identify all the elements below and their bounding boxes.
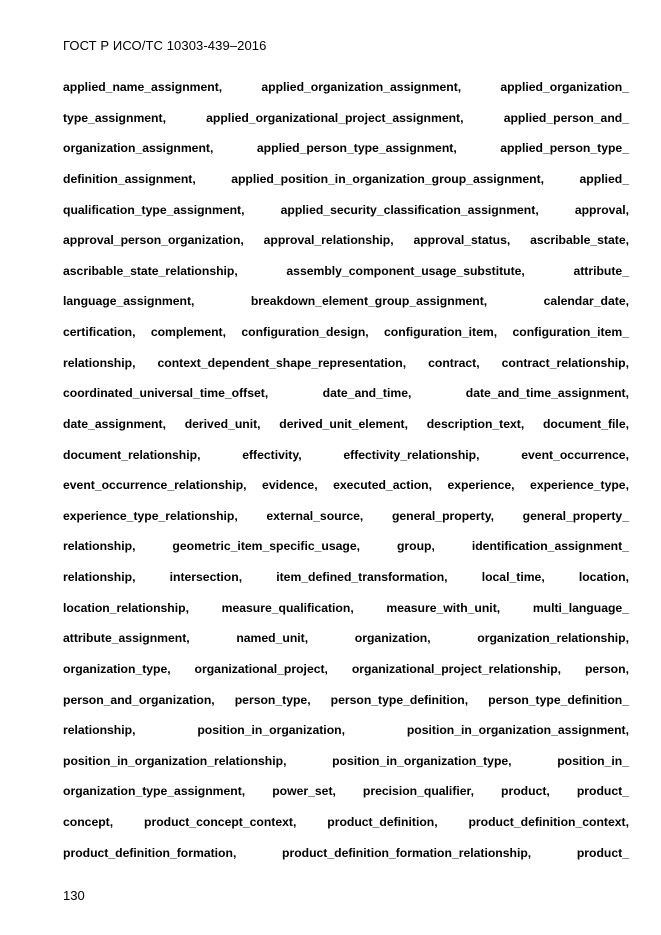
text-word: organization_type_assignment, (63, 784, 246, 799)
text-word: coordinated_universal_time_offset, (63, 386, 269, 401)
text-word: experience, (447, 478, 515, 493)
text-word: description_text, (426, 416, 525, 431)
text-word: certification, (63, 325, 136, 339)
text-word: configuration_item_ (512, 325, 629, 339)
text-line (63, 783, 629, 814)
text-word: location_relationship, (63, 600, 189, 615)
text-line (63, 538, 629, 569)
text-word: ascribable_state, (530, 233, 629, 248)
text-word: applied_ (579, 171, 629, 186)
text-line (63, 845, 629, 876)
text-word: approval, (574, 202, 629, 217)
text-word: product_definition_formation, (63, 845, 237, 860)
text-word: experience_type_relationship, (63, 508, 238, 523)
text-word: external_source, (266, 508, 364, 523)
text-line (63, 293, 629, 324)
text-word: applied_organizational_project_assignment, (206, 110, 464, 125)
text-word: derived_unit, (184, 416, 261, 431)
text-word: person_type_definition_ (488, 692, 629, 707)
text-word: identification_assignment_ (471, 539, 629, 554)
text-word: applied_organization_assignment, (261, 80, 462, 94)
text-word: approval_person_organization, (63, 233, 244, 248)
text-word: precision_qualifier, (362, 784, 475, 799)
text-word: executed_action, (333, 478, 432, 493)
text-word: date_and_time, (322, 386, 412, 401)
text-word: applied_organization_ (500, 80, 629, 94)
text-word: person_type, (234, 692, 311, 707)
text-word: context_dependent_shape_representation, (157, 355, 407, 370)
text-word: position_in_organization_assignment, (406, 723, 629, 738)
text-word: general_property, (391, 508, 494, 523)
text-word: organizational_project, (194, 661, 328, 676)
text-word: contract_relationship, (501, 355, 629, 370)
text-word: applied_position_in_organization_group_assignment, (231, 171, 545, 186)
text-word: effectivity_relationship, (343, 447, 480, 462)
text-word: organization, (354, 631, 431, 646)
text-word: effectivity, (242, 447, 302, 462)
text-word: applied_person_and_ (503, 110, 629, 125)
text-word: qualification_type_assignment, (63, 202, 245, 217)
text-word: measure_with_unit, (386, 600, 501, 615)
text-word: approval_relationship, (263, 233, 394, 248)
text-word: organization_relationship, (477, 631, 629, 646)
text-line (63, 508, 629, 539)
text-word: date_assignment, (63, 416, 166, 431)
text-word: relationship, (63, 539, 136, 554)
text-word: person_type_definition, (330, 692, 469, 707)
text-word: experience_type, (530, 478, 629, 493)
text-word: contract, (428, 355, 480, 370)
text-line (63, 753, 629, 784)
text-word: document_file, (542, 416, 629, 431)
text-word: ascribable_state_relationship, (63, 263, 238, 278)
text-line (63, 385, 629, 416)
text-line (63, 232, 629, 263)
text-word: configuration_design, (241, 325, 369, 339)
text-word: assembly_component_usage_substitute, (286, 263, 525, 278)
text-word: document_relationship, (63, 447, 201, 462)
text-word: applied_name_assignment, (63, 80, 223, 94)
text-line (63, 263, 629, 294)
text-word: derived_unit_element, (279, 416, 408, 431)
text-word: concept, (63, 815, 114, 829)
text-word: attribute_assignment, (63, 631, 190, 646)
text-word: product_definition, (327, 815, 438, 829)
text-word: named_unit, (236, 631, 309, 646)
text-word: organization_assignment, (63, 141, 214, 156)
text-line (63, 324, 629, 355)
text-word: applied_person_type_assignment, (256, 141, 457, 156)
text-word: relationship, (63, 570, 136, 584)
text-line (63, 692, 629, 723)
text-word: language_assignment, (63, 294, 195, 309)
text-word: event_occurrence, (521, 447, 629, 462)
text-word: person_and_organization, (63, 692, 215, 707)
text-line (63, 814, 629, 845)
text-line (63, 79, 629, 110)
text-word: product_ (576, 845, 629, 860)
text-word: attribute_ (573, 263, 629, 278)
text-word: organizational_project_relationship, (351, 661, 562, 676)
text-word: position_in_organization_type, (332, 753, 512, 768)
text-line (63, 569, 629, 600)
body-text (63, 79, 629, 875)
text-word: power_set, (272, 784, 336, 799)
text-line (63, 140, 629, 171)
text-word: position_in_ (557, 753, 629, 768)
text-word: approval_status, (413, 233, 511, 248)
text-line (63, 416, 629, 447)
text-word: general_property_ (522, 508, 629, 523)
text-line (63, 171, 629, 202)
text-line (63, 661, 629, 692)
page-header-title: ГОСТ Р ИСО/ТС 10303-439–2016 (63, 38, 267, 53)
text-word: position_in_organization_relationship, (63, 753, 287, 768)
text-word: geometric_item_specific_usage, (172, 539, 361, 554)
text-word: calendar_date, (543, 294, 629, 309)
text-word: group, (396, 539, 435, 554)
text-word: location, (578, 570, 629, 584)
text-word: complement, (150, 325, 227, 339)
text-word: applied_person_type_ (500, 141, 629, 156)
text-word: item_defined_transformation, (276, 570, 448, 584)
text-line (63, 355, 629, 386)
text-line (63, 722, 629, 753)
text-word: product, (501, 784, 550, 799)
text-word: person, (584, 661, 629, 676)
text-line (63, 202, 629, 233)
text-word: position_in_organization, (197, 723, 345, 738)
text-line (63, 477, 629, 508)
text-word: relationship, (63, 723, 136, 738)
text-word: product_definition_formation_relationship, (282, 845, 532, 860)
page-number: 130 (63, 888, 85, 903)
text-word: configuration_item, (384, 325, 498, 339)
text-word: definition_assignment, (63, 171, 196, 186)
text-line (63, 630, 629, 661)
text-word: multi_language_ (532, 600, 629, 615)
text-word: organization_type, (63, 661, 171, 676)
text-word: evidence, (262, 478, 318, 493)
text-word: breakdown_element_group_assignment, (250, 294, 488, 309)
text-line (63, 447, 629, 478)
text-word: product_concept_context, (144, 815, 297, 829)
text-word: product_ (576, 784, 629, 799)
text-word: date_and_time_assignment, (465, 386, 629, 401)
text-word: intersection, (169, 570, 243, 584)
text-word: type_assignment, (63, 110, 166, 125)
text-word: product_definition_context, (468, 815, 629, 829)
text-line (63, 110, 629, 141)
text-word: applied_security_classification_assignment, (280, 202, 539, 217)
text-line (63, 600, 629, 631)
text-word: relationship, (63, 355, 136, 370)
text-word: event_occurrence_relationship, (63, 478, 247, 493)
text-word: local_time, (481, 570, 545, 584)
text-word: measure_qualification, (221, 600, 354, 615)
